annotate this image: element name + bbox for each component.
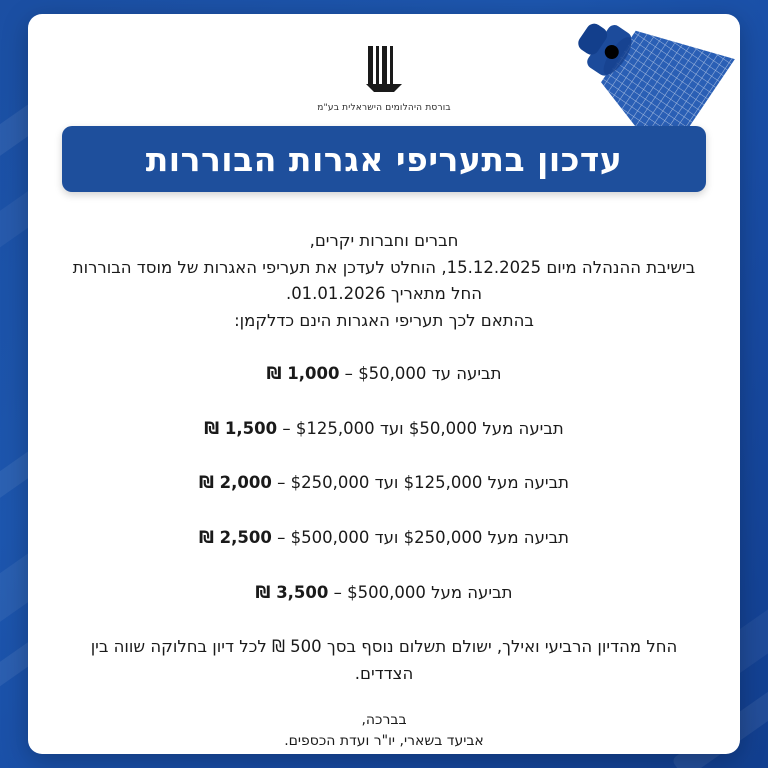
fee-row: [72, 416, 696, 443]
intro-block: [72, 228, 696, 335]
fee-row: [72, 470, 696, 497]
signature-block: [72, 710, 696, 752]
logo-caption: בורסת היהלומים הישראלית בע"מ: [317, 103, 451, 113]
fee-list: [72, 361, 696, 607]
fee-amount: 2,000 ₪: [198, 473, 272, 493]
fee-claim-range: תביעה מעל $125,000 ועד $250,000 –: [271, 473, 569, 493]
intro-line-1: חברים וחברות יקרים,: [309, 231, 459, 250]
title-banner: [62, 126, 706, 192]
diamond-bourse-logo-icon: [356, 40, 412, 96]
signature-greeting: בברכה,: [361, 711, 407, 728]
fee-claim-range: תביעה מעל $50,000 ועד $125,000 –: [277, 418, 564, 438]
additional-note: החל מהדיון הרביעי ואילך, ישולם תשלום נוסף בסך 500 ₪ לכל דיון בחלוקה שווה בין הצדדים.: [90, 637, 678, 684]
announcement-body: [72, 228, 696, 752]
fee-claim-range: תביעה מעל $250,000 ועד $500,000 –: [271, 528, 569, 548]
fee-amount: 1,000 ₪: [266, 363, 340, 383]
fee-row: [72, 525, 696, 552]
logo-block: [28, 40, 740, 113]
fee-amount: 1,500 ₪: [204, 418, 278, 438]
page-title: עדכון בתעריפי אגרות הבוררות: [145, 139, 623, 179]
fee-row: [72, 361, 696, 388]
fee-claim-range: תביעה עד $50,000 –: [339, 363, 502, 383]
signature-name: אביעד בשארי, יו"ר ועדת הכספים.: [284, 732, 484, 749]
fee-amount: 2,500 ₪: [198, 528, 272, 548]
fee-amount: 3,500 ₪: [255, 582, 329, 602]
announcement-card: [28, 14, 740, 754]
intro-line-3: בהתאם לכך תעריפי האגרות הינם כדלקמן:: [234, 311, 534, 331]
fee-claim-range: תביעה מעל $500,000 –: [328, 582, 513, 602]
intro-line-2: בישיבת ההנהלה מיום 15.12.2025, הוחלט לעדכן את תעריפי האגרות של מוסד הבוררות החל מתאריך 01.01.2026.: [72, 257, 696, 304]
fee-row: [72, 580, 696, 607]
